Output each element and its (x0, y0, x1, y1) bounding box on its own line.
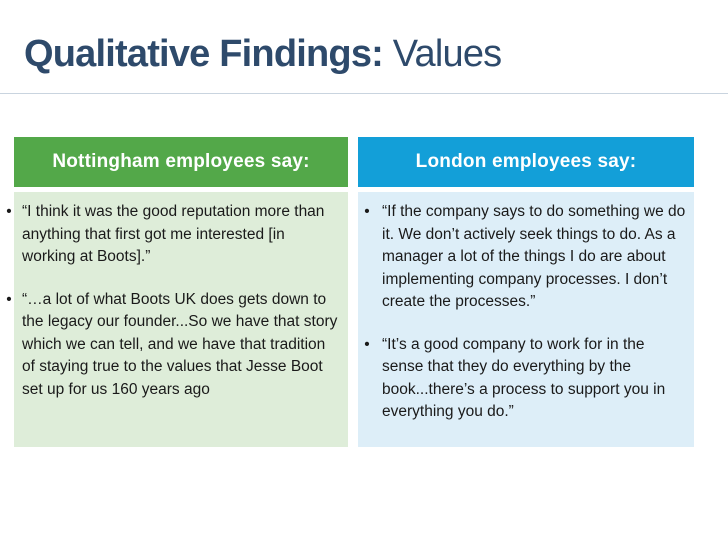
quote-text: “…a lot of what Boots UK does gets down to the legacy our founder...So we have that story which we can tell, and we have that tradition of staying true to the values that Jesse Boot set up for us 160 years ago (22, 290, 338, 398)
quote-text: “I think it was the good reputation more than anything that first got me interested [in working at Boots].” (22, 203, 325, 265)
nottingham-heading: Nottingham employees say: (14, 137, 348, 187)
quote-item (360, 201, 694, 314)
slide-title (24, 30, 501, 78)
quote-text: “If the company says to do something we do it. We don’t actively seek things to do. As a manager a lot of the things I do are about implementing company processes. I don’t create the processes.” (382, 203, 686, 310)
london-column (358, 137, 694, 447)
bullet-icon: • (6, 203, 12, 220)
bullet-icon: • (6, 290, 12, 308)
nottingham-quote-list (2, 192, 348, 401)
bullet-icon: • (364, 335, 370, 353)
quote-item (2, 289, 348, 402)
nottingham-quotes-panel (6, 192, 348, 447)
london-quote-list (360, 192, 694, 424)
title-divider (0, 93, 728, 94)
quote-text: “It’s a good company to work for in the sense that they do everything by the book...there’s a process to support you in everything you do.” (382, 335, 666, 420)
bullet-icon: • (364, 203, 370, 220)
slide-title-bold: Qualitative Findings: (24, 33, 384, 75)
london-quotes-panel (358, 192, 694, 447)
nottingham-column (6, 137, 348, 447)
quote-item (2, 201, 348, 269)
quote-item (360, 334, 694, 424)
slide-title-light: Values (392, 33, 502, 75)
london-heading: London employees say: (358, 137, 694, 187)
